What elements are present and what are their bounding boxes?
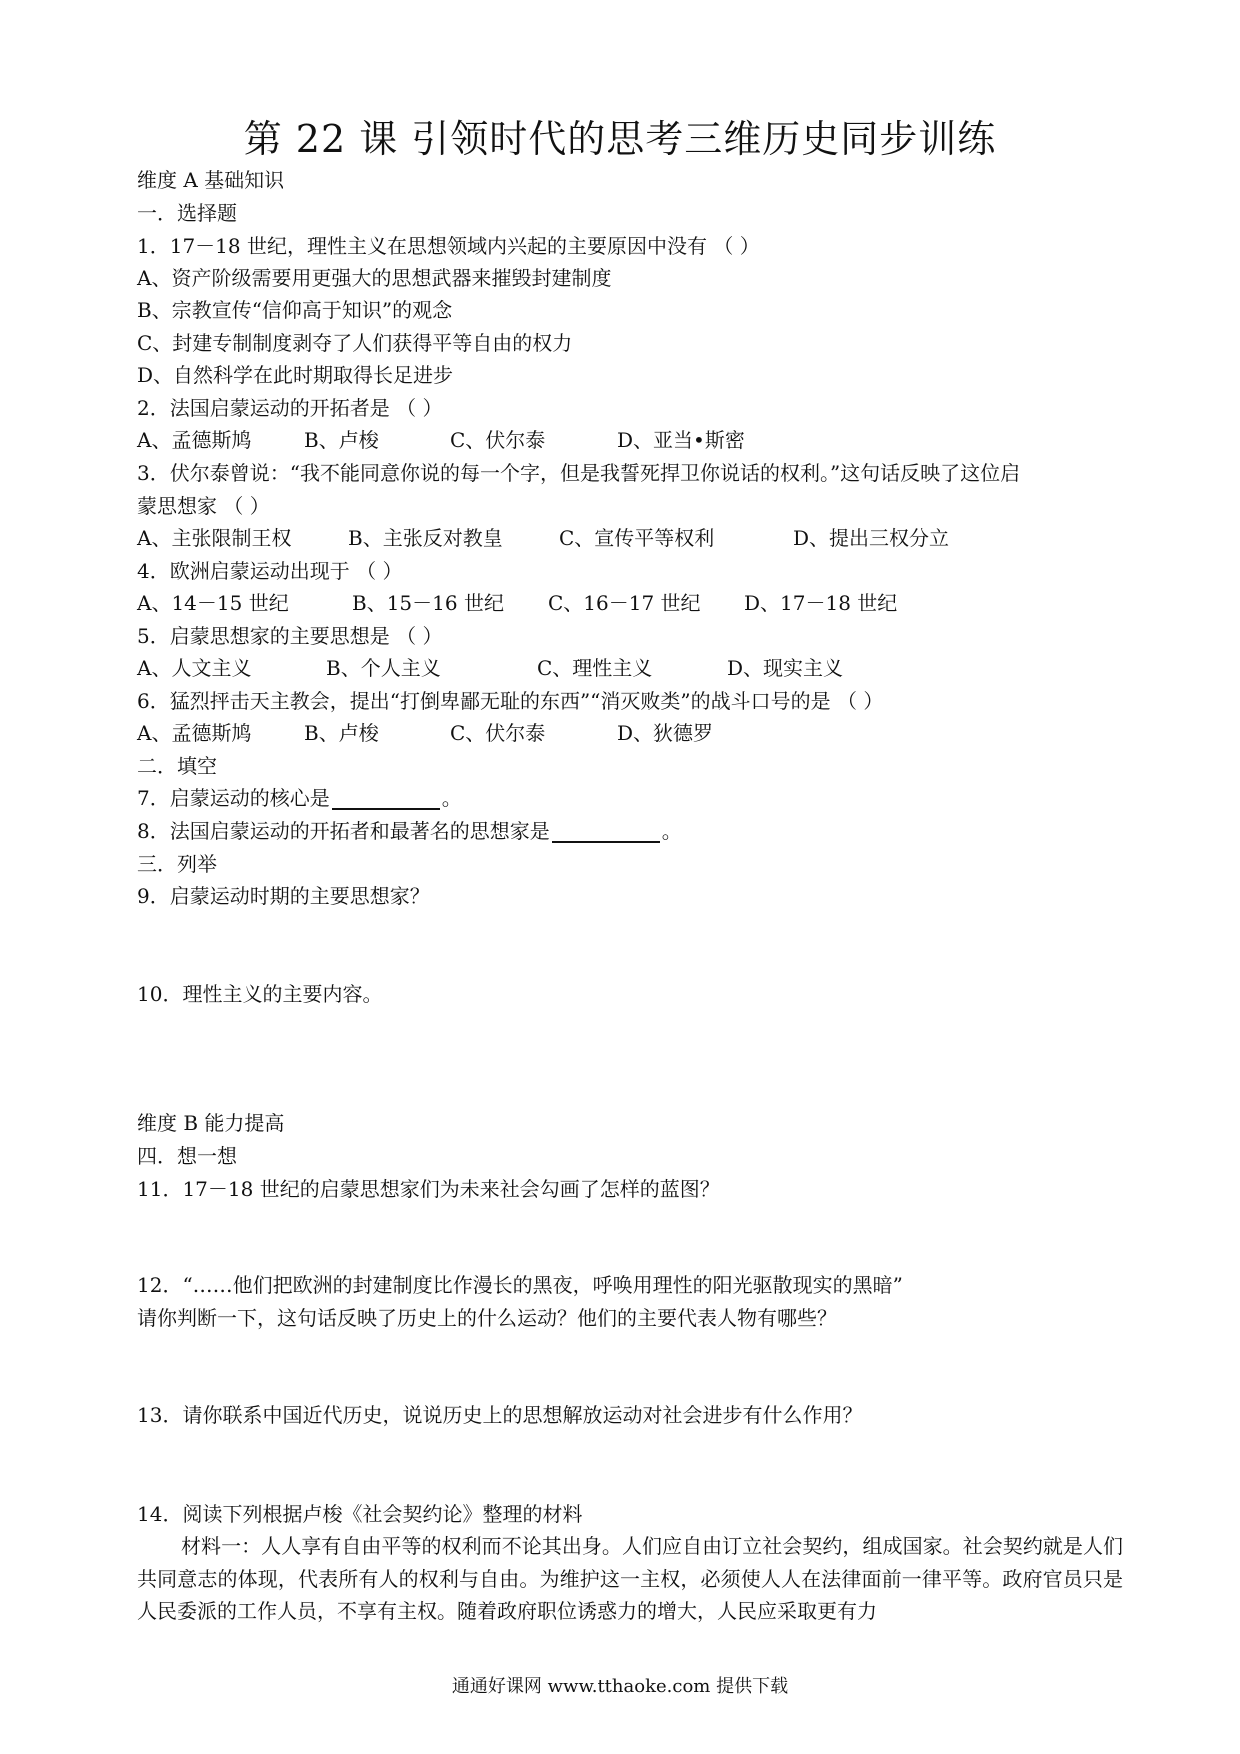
q7-prompt: 7．启蒙运动的核心是 (137, 786, 330, 810)
q5-option-d: D、现实主义 (727, 656, 844, 680)
question-4: 4．欧洲启蒙运动出现于 （ ） (137, 559, 403, 583)
question-10: 10．理性主义的主要内容。 (137, 982, 383, 1006)
question-3-line1: 3．伏尔泰曾说：“我不能同意你说的每一个字，但是我誓死捍卫你说话的权利。”这句话反映了这位启 (137, 461, 1021, 485)
q2-option-d: D、亚当•斯密 (617, 428, 745, 452)
q2-option-a: A、孟德斯鸠 (137, 428, 252, 452)
question-1: 1．17－18 世纪，理性主义在思想领域内兴起的主要原因中没有 （ ） (137, 234, 760, 258)
question-7 (137, 786, 462, 810)
q3-option-d: D、提出三权分立 (793, 526, 950, 550)
q7-answer-blank[interactable] (332, 788, 440, 810)
q4-option-a: A、14－15 世纪 (137, 591, 289, 615)
footer-credit: 通通好课网 www.tthaoke.com 提供下载 (451, 1676, 789, 1697)
question-8 (137, 819, 682, 843)
question-3-line2: 蒙思想家 （ ） (137, 494, 270, 518)
part-4-heading: 四．想一想 (137, 1144, 237, 1168)
q4-option-d: D、17－18 世纪 (744, 591, 898, 615)
question-2: 2．法国启蒙运动的开拓者是 （ ） (137, 396, 443, 420)
q6-option-b: B、卢梭 (304, 721, 379, 745)
q2-option-b: B、卢梭 (304, 428, 379, 452)
q6-option-a: A、孟德斯鸠 (137, 721, 252, 745)
question-5: 5．启蒙思想家的主要思想是 （ ） (137, 624, 443, 648)
q8-answer-blank[interactable] (552, 821, 660, 843)
q1-option-b: B、宗教宣传“信仰高于知识”的观念 (137, 298, 453, 322)
question-9: 9．启蒙运动时期的主要思想家？ (137, 884, 430, 908)
q3-option-a: A、主张限制王权 (137, 526, 292, 550)
q1-option-d: D、自然科学在此时期取得长足进步 (137, 363, 454, 387)
part-1-heading: 一．选择题 (137, 201, 237, 225)
q8-prompt: 8．法国启蒙运动的开拓者和最著名的思想家是 (137, 819, 550, 843)
q6-option-d: D、狄德罗 (617, 721, 714, 745)
part-3-heading: 三．列举 (137, 852, 217, 876)
section-a-heading: 维度 A 基础知识 (137, 168, 285, 192)
q2-option-c: C、伏尔泰 (450, 428, 546, 452)
q1-option-c: C、封建专制制度剥夺了人们获得平等自由的权力 (137, 331, 573, 355)
question-12-line1: 12．“……他们把欧洲的封建制度比作漫长的黑夜，呼唤用理性的阳光驱散现实的黑暗” (137, 1273, 903, 1297)
question-12-line2: 请你判断一下，这句话反映了历史上的什么运动？他们的主要代表人物有哪些？ (137, 1306, 837, 1330)
q8-period: 。 (661, 819, 682, 843)
q5-option-a: A、人文主义 (137, 656, 252, 680)
question-6: 6．猛烈抨击天主教会，提出“打倒卑鄙无耻的东西”“消灭败类”的战斗口号的是 （ ） (137, 689, 884, 713)
question-13: 13．请你联系中国近代历史，说说历史上的思想解放运动对社会进步有什么作用？ (137, 1403, 863, 1427)
q4-option-c: C、16－17 世纪 (548, 591, 701, 615)
question-14: 14．阅读下列根据卢梭《社会契约论》整理的材料 (137, 1502, 583, 1526)
q7-period: 。 (441, 786, 462, 810)
section-b-heading: 维度 B 能力提高 (137, 1111, 285, 1135)
part-2-heading: 二．填空 (137, 754, 217, 778)
material-1-paragraph: 材料一：人人享有自由平等的权利而不论其出身。人们应自由订立社会契约，组成国家。社会契约就是人们共同意志的体现，代表所有人的权利与自由。为维护这一主权，必须使人人在法律面前一律平等。政府官员只是人民委派的工作人员，不享有主权。随着政府职位诱惑力的增大，人民应采取更有力 (137, 1534, 1123, 1623)
question-11: 11．17－18 世纪的启蒙思想家们为未来社会勾画了怎样的蓝图？ (137, 1177, 720, 1201)
q5-option-c: C、理性主义 (537, 656, 653, 680)
page-title: 第 22 课 引领时代的思考三维历史同步训练 (243, 117, 997, 161)
q1-option-a: A、资产阶级需要用更强大的思想武器来摧毁封建制度 (137, 266, 612, 290)
q6-option-c: C、伏尔泰 (450, 721, 546, 745)
q3-option-c: C、宣传平等权利 (559, 526, 715, 550)
q5-option-b: B、个人主义 (326, 656, 441, 680)
q3-option-b: B、主张反对教皇 (348, 526, 503, 550)
q4-option-b: B、15－16 世纪 (352, 591, 504, 615)
